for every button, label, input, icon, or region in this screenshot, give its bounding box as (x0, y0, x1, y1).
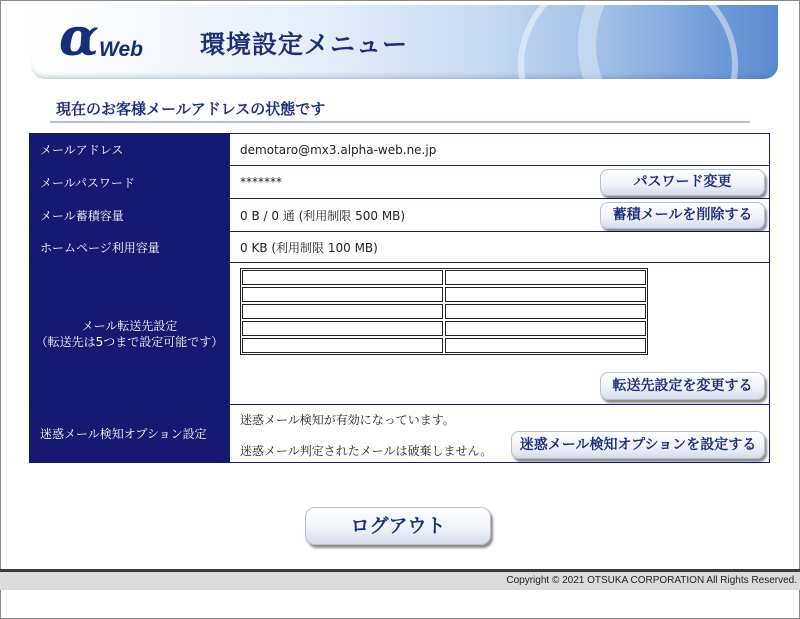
account-status-table (29, 133, 770, 463)
password-value: ******* (240, 175, 282, 189)
forward-address-slot (242, 321, 443, 336)
table-row-email (30, 134, 770, 166)
forward-label (30, 263, 230, 405)
footer-copyright: Copyright © 2021 OTSUKA CORPORATION All Rights Reserved. (0, 572, 800, 590)
section-title: 現在のお客様メールアドレスの状態です (56, 100, 326, 118)
forward-address-slot (242, 304, 443, 319)
spam-option-button[interactable]: 迷惑メール検知オプションを設定する (511, 431, 765, 459)
table-row-spam (30, 405, 770, 463)
email-value: demotaro@mx3.alpha-web.ne.jp (230, 134, 770, 166)
homepage-value: 0 KB (利用制限 100 MB) (230, 232, 770, 263)
forward-address-slot (445, 321, 646, 336)
delete-stored-mail-button[interactable]: 蓄積メールを削除する (600, 202, 765, 229)
logo-alpha: α (59, 7, 100, 68)
password-cell (230, 166, 770, 199)
storage-label: メール蓄積容量 (30, 199, 230, 232)
page-title: 環境設定メニュー (200, 30, 409, 59)
table-row-homepage (30, 232, 770, 263)
table-row-storage (30, 199, 770, 232)
spam-status-line2: 迷惑メール判定されたメールは破棄しません。 (240, 444, 493, 458)
forward-address-slot (242, 270, 443, 285)
alpha-web-logo (59, 7, 159, 68)
logo-web: Web (99, 38, 143, 61)
forward-address-slot (445, 338, 646, 353)
header-banner (31, 5, 778, 79)
forward-address-slot (242, 338, 443, 353)
storage-cell (230, 199, 770, 232)
forward-address-slot (445, 287, 646, 302)
change-password-button[interactable]: パスワード変更 (600, 169, 765, 196)
spam-status-line1: 迷惑メール検知が有効になっています。 (240, 413, 455, 427)
forward-address-slot (445, 304, 646, 319)
forward-label-line2: （転送先は5つまで設定可能です） (35, 334, 224, 349)
spam-label: 迷惑メール検知オプション設定 (30, 405, 230, 463)
password-label: メールパスワード (30, 166, 230, 199)
banner-decoration (518, 5, 738, 79)
forward-address-slot (445, 270, 646, 285)
change-forward-button[interactable]: 転送先設定を変更する (600, 372, 765, 400)
forward-cell (230, 263, 770, 405)
forward-address-grid (240, 268, 648, 355)
logout-button[interactable]: ログアウト (305, 507, 491, 545)
forward-address-slot (242, 287, 443, 302)
forward-label-line1: メール転送先設定 (81, 318, 178, 333)
storage-value: 0 B / 0 通 (利用制限 500 MB) (240, 208, 406, 223)
table-row-password (30, 166, 770, 199)
table-row-forward (30, 263, 770, 405)
spam-cell (230, 405, 770, 463)
homepage-label: ホームページ利用容量 (30, 232, 230, 263)
email-label: メールアドレス (30, 134, 230, 166)
section-divider (50, 121, 750, 123)
